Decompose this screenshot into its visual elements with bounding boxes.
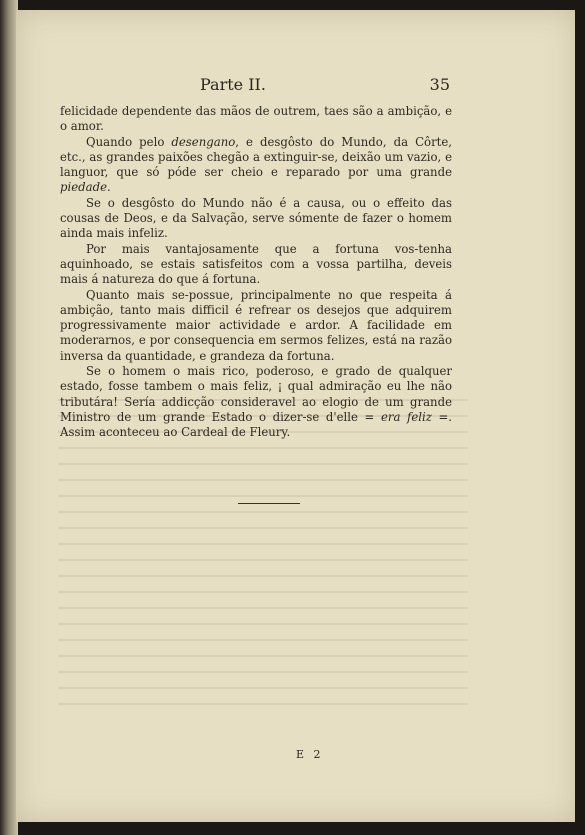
signature-mark: E 2: [296, 748, 324, 761]
running-header: [60, 75, 450, 99]
text-run: , e desgôsto do Mundo, da Côrte, etc., as grandes paixões chegão a extinguir-se, deixão um vazio, e languor, que só póde ser cheio e reparado por uma grande: [60, 134, 452, 180]
text-run: felicidade dependente das mãos de outrem, taes são a ambição, e o amor.: [60, 104, 452, 134]
italic-text: era feliz: [380, 409, 432, 424]
text-run: =. Assim aconteceu ao Cardeal de Fleury.: [60, 409, 452, 440]
text-run: Se o desgôsto do Mundo não é a causa, ou o effeito das cousas de Deos, e da Salvação, serve sómente de fazer o homem ainda mais infeliz.: [60, 195, 452, 241]
paragraph: [60, 242, 452, 288]
paragraph: [60, 135, 452, 196]
italic-text: piedade: [60, 180, 107, 195]
section-rule: [238, 503, 300, 504]
paragraph: [60, 104, 452, 135]
paragraph: [60, 196, 452, 242]
paragraph: [60, 288, 452, 364]
paragraph: [60, 364, 452, 440]
text-run: .: [106, 180, 111, 195]
scan-border: [575, 0, 585, 835]
page-number: 35: [429, 75, 450, 94]
text-run: Quanto mais se-possue, principalmente no que respeita á ambição, tanto mais difficil é refrear os desejos que adquirem progressivamente maior actividade e ardor. A facilidade em moderarnos, e por consequencia em sermos felizes, está na razão inversa da quantidade, e grandeza da fortuna.: [60, 287, 452, 363]
text-run: Quando pelo: [86, 134, 172, 149]
text-run: Por mais vantajosamente que a fortuna vos-tenha aquinhoado, se estais satisfeitos com a vossa partilha, deveis mais á natureza do que á fortuna.: [60, 241, 452, 287]
body-text: [60, 104, 452, 441]
running-title: Parte II.: [200, 75, 266, 94]
italic-text: desengano: [171, 134, 236, 149]
text-run: Se o homem o mais rico, poderoso, e grado de qualquer estado, fosse tambem o mais feliz, ¡ qual admiração eu lhe não tributára! Sería addicção consideravel ao elogio de um grande Ministro de um grande Estado o dizer-se d'elle =: [60, 364, 452, 424]
